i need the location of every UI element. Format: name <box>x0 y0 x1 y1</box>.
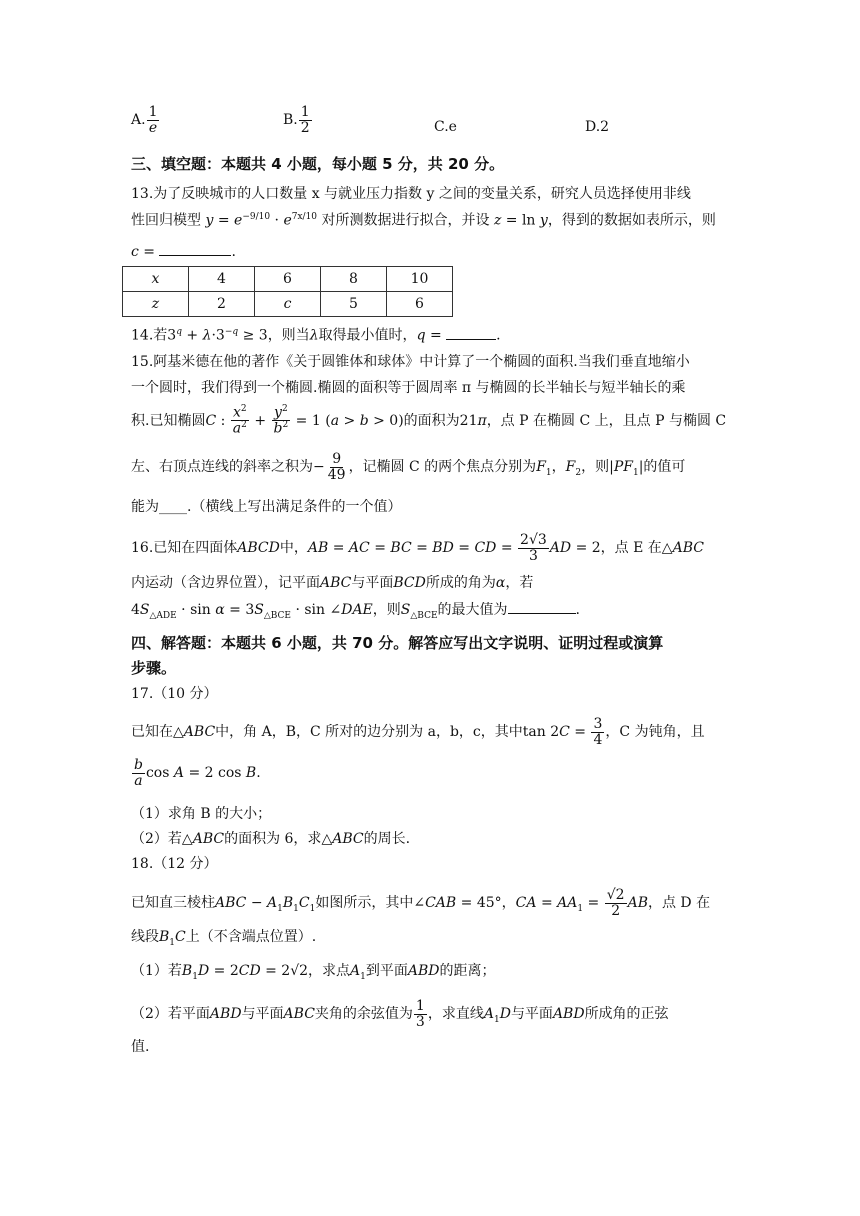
q17-part2: （2）若△ABC的面积为 6，求△ABC的周长. <box>131 831 411 847</box>
option-c: C.e <box>434 119 457 135</box>
q16-line2: 内运动（含边界位置），记平面ABC与平面BCD所成的角为α，若 <box>131 575 534 591</box>
section3-heading: 三、填空题：本题共 4 小题，每小题 5 分，共 20 分。 <box>131 155 505 173</box>
option-b-label: B. <box>283 112 298 129</box>
option-d: D.2 <box>585 119 610 135</box>
q17-part1: （1）求角 B 的大小； <box>131 806 272 822</box>
q13-line1: 13.为了反映城市的人口数量 x 与就业压力指数 y 之间的变量关系，研究人员选择使用非线 <box>131 186 691 202</box>
q13-line2: 性回归模型 $y = e^{-9/10} \cdot e^{7x/10}$ 对所测数据进行拟合，并设 z = ln y，得到的数据如表所示，则 <box>131 212 716 229</box>
q15-line3: 积.已知椭圆C : $\frac{x^2}{a^2}$ + $\frac{y^2}{b^2}$ = 1 (a > b > 0)的面积为21π，点 P 在椭圆 C 上，且点 P 与椭圆 C <box>131 404 727 437</box>
option-b: B. $\frac{1}{2}$ <box>283 104 310 136</box>
q18-line1: 已知直三棱柱ABC − $A_1B_1C_1$如图所示，其中∠CAB = 45°，CA = $AA_1$ = $\frac{√2}{2}$ AB，点 D 在 <box>131 887 711 919</box>
q18-title: 18.（12 分） <box>131 856 218 872</box>
option-a-label: A. <box>131 112 146 129</box>
q15-line4: 左、右顶点连线的斜率之积为− $\frac{9}{49}$ ，记椭圆 C 的两个焦点分别为$F_1$，$F_2$，则$|PF_1|$的值可 <box>131 451 686 483</box>
q18-part2-end: 值. <box>131 1039 150 1055</box>
q17-line1: 已知在△ABC中，角 A，B，C 所对的边分别为 a，b，c，其中tan 2C = $\frac{3}{4}$ ，C 为钝角，且 <box>131 716 705 748</box>
q13-line3: c = . <box>131 244 236 260</box>
option-a: A. $\frac{1}{e}$ <box>131 104 158 136</box>
section4-heading-line2: 步骤。 <box>131 659 177 677</box>
q18-part1: （1）若$B_1D = 2CD = 2√2$，求点$A_1$到平面ABD的距离； <box>131 963 496 982</box>
q15-line1: 15.阿基米德在他的著作《关于圆锥体和球体》中计算了一个椭圆的面积.当我们垂直地缩小 <box>131 354 690 370</box>
section4-heading-line1: 四、解答题：本题共 6 小题，共 70 分。解答应写出文字说明、证明过程或演算 <box>131 634 664 652</box>
q16-line1: 16.已知在四面体ABCD中，AB = AC = BC = BD = CD = $\frac{2√3}{3}$ AD = 2，点 E 在△ABC <box>131 532 704 564</box>
q17-title: 17.（10 分） <box>131 686 218 702</box>
q14: 14.若$3^q + \lambda\cdot 3^{-q} \ge 3$，则当λ取得最小值时，q = . <box>131 327 501 344</box>
q18-part2: （2）若平面ABD与平面ABC夹角的余弦值为 $\frac{1}{3}$ ，求直线$A_1D$与平面ABD所成角的正弦 <box>131 998 669 1030</box>
table-row: x 4 6 8 10 <box>123 267 453 292</box>
table-row: z 2 c 5 6 <box>123 292 453 317</box>
q16-line3: $4S_{\triangle ADE} \cdot \sin \alpha = 3S_{\triangle BCE} \cdot \sin$ ∠DAE，则$S_{\triangle BCE}$的最大值为 . <box>131 602 580 621</box>
q17-line2: $\frac{b}{a}$ cos A = 2 cos B. <box>134 757 261 789</box>
q18-line2: 线段$B_1C$上（不含端点位置）. <box>131 929 317 948</box>
q15-line5: 能为____.（横线上写出满足条件的一个值） <box>131 499 402 515</box>
data-table <box>122 266 453 317</box>
q15-line2: 一个圆时，我们得到一个椭圆.椭圆的面积等于圆周率 π 与椭圆的长半轴长与短半轴长的乘 <box>131 380 686 396</box>
